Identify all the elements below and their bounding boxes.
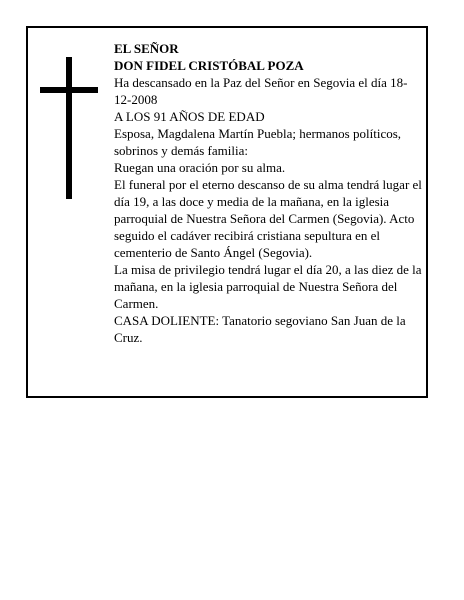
memorial-mass-details: La misa de privilegio tendrá lugar el día 20, a las diez de la mañana, en la iglesia parroquial de Nuestra Señora del Carmen.: [114, 262, 422, 311]
cross-horizontal-bar: [40, 87, 98, 93]
cross-vertical-bar: [66, 57, 72, 199]
deceased-name: DON FIDEL CRISTÓBAL POZA: [114, 58, 304, 73]
obituary-notice: [26, 26, 428, 398]
prayer-request: Ruegan una oración por su alma.: [114, 160, 286, 175]
notice-text: [114, 40, 424, 346]
death-announcement: Ha descansado en la Paz del Señor en Segovia el día 18-12-2008: [114, 75, 408, 107]
age-line: A LOS 91 AÑOS DE EDAD: [114, 109, 265, 124]
heading-title: EL SEÑOR: [114, 41, 179, 56]
family-line: Esposa, Magdalena Martín Puebla; hermanos políticos, sobrinos y demás familia:: [114, 126, 402, 158]
funeral-details: El funeral por el eterno descanso de su alma tendrá lugar el día 19, a las doce y media de la mañana, en la iglesia parroquial de Nuestra Señora del Carmen (Segovia). Acto seguido el cadáver recibirá cristiana sepultura en el cementerio de Santo Ángel (Segovia).: [114, 177, 422, 260]
cross-icon: [40, 57, 98, 199]
mourning-house: CASA DOLIENTE: Tanatorio segoviano San Juan de la Cruz.: [114, 313, 406, 345]
